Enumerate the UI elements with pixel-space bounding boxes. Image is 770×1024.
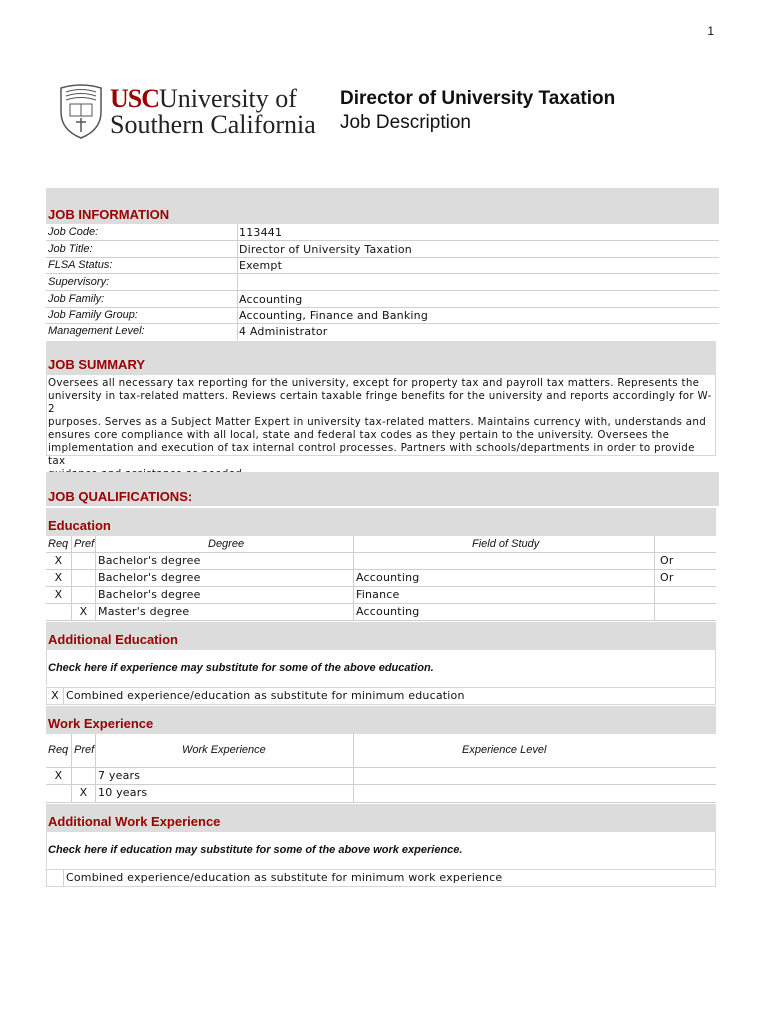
job-summary-heading: JOB SUMMARY: [48, 357, 146, 372]
page-title: Director of University Taxation: [340, 88, 616, 109]
degree-cell: Master's degree: [98, 605, 190, 618]
req-cell: X: [54, 769, 63, 782]
logo-university: University of: [159, 84, 297, 113]
summary-line: ensures core compliance with all local, state and federal tax codes as they pertain to the university. Oversees the: [48, 429, 670, 441]
divider: [63, 870, 64, 886]
page-subtitle: Job Description: [340, 112, 471, 133]
job-summary-band: [46, 341, 716, 375]
table-row: [46, 291, 719, 308]
row-label: Job Code:: [48, 226, 99, 238]
row-value: 113441: [239, 226, 283, 239]
row-label: Management Level:: [48, 325, 145, 337]
job-summary-text: [48, 377, 714, 481]
summary-line: implementation and execution of tax internal control processes. Partners with schools/departments in order to provide tax: [48, 442, 695, 467]
pref-cell: X: [79, 605, 88, 618]
additional-education-row: [46, 687, 716, 705]
education-table: [46, 536, 716, 621]
logo-line-1: [110, 86, 297, 112]
col-header-degree: Degree: [208, 538, 245, 550]
table-row: [46, 308, 719, 324]
row-value: 4 Administrator: [239, 325, 328, 338]
work-experience-heading: Work Experience: [48, 716, 154, 731]
table-row: [46, 258, 719, 274]
col-header-req: Req: [48, 744, 69, 756]
page-number: 1: [707, 24, 714, 38]
col-header-pref: Pref: [74, 744, 95, 756]
col-header-level: Experience Level: [462, 744, 547, 756]
table-row: [46, 224, 719, 241]
substitute-text: Combined experience/education as substitute for minimum education: [66, 689, 465, 702]
job-information-heading: JOB INFORMATION: [48, 207, 170, 222]
experience-cell: 7 years: [98, 769, 141, 782]
additional-work-experience-note: Check here if education may substitute for some of the above work experience.: [48, 844, 463, 856]
table-row: [46, 241, 719, 258]
row-value: Accounting, Finance and Banking: [239, 309, 429, 322]
degree-cell: Bachelor's degree: [98, 554, 201, 567]
table-row: [46, 604, 716, 620]
table-row: [46, 587, 716, 603]
field-cell: Finance: [356, 588, 400, 601]
row-label: Job Family Group:: [48, 309, 138, 321]
work-experience-table: [46, 734, 716, 803]
conjunction-cell: Or: [660, 554, 674, 567]
education-band: [46, 508, 716, 536]
table-row: [46, 324, 719, 340]
row-label: Job Title:: [48, 243, 93, 255]
row-label: Job Family:: [48, 293, 105, 305]
divider: [63, 688, 64, 704]
pref-cell: X: [79, 786, 88, 799]
table-row: [46, 274, 719, 291]
row-value: Exempt: [239, 259, 283, 272]
logo-line-2: Southern California: [110, 110, 316, 139]
substitute-checkbox[interactable]: X: [51, 689, 59, 702]
field-cell: Accounting: [356, 571, 420, 584]
col-header-req: Req: [48, 538, 69, 550]
row-label: FLSA Status:: [48, 259, 113, 271]
additional-education-note: Check here if experience may substitute for some of the above education.: [48, 662, 434, 674]
req-cell: X: [54, 554, 63, 567]
table-row: [46, 570, 716, 586]
degree-cell: Bachelor's degree: [98, 588, 201, 601]
row-value: Accounting: [239, 293, 303, 306]
substitute-text: Combined experience/education as substitute for minimum work experience: [66, 871, 503, 884]
table-row: [46, 768, 716, 784]
col-header-field: Field of Study: [472, 538, 540, 550]
degree-cell: Bachelor's degree: [98, 571, 201, 584]
summary-line: purposes. Serves as a Subject Matter Expert in university tax-related matters. Maintains currency with, understands and: [48, 416, 707, 428]
req-cell: X: [54, 588, 63, 601]
table-row: [46, 785, 716, 801]
additional-work-experience-row: [46, 869, 716, 887]
conjunction-cell: Or: [660, 571, 674, 584]
logo-usc: USC: [110, 84, 160, 113]
summary-line: Oversees all necessary tax reporting for the university, except for property tax and payroll tax matters. Represents the: [48, 377, 700, 389]
table-row: [46, 553, 716, 569]
summary-line: university in tax-related matters. Reviews certain taxable fringe benefits for the university and reports accordingly for W-2: [48, 390, 712, 415]
col-header-experience: Work Experience: [182, 744, 266, 756]
field-cell: Accounting: [356, 605, 420, 618]
row-value: Director of University Taxation: [239, 243, 412, 256]
row-label: Supervisory:: [48, 276, 110, 288]
col-header-pref: Pref: [74, 538, 95, 550]
education-heading: Education: [48, 518, 111, 533]
experience-cell: 10 years: [98, 786, 148, 799]
additional-education-heading: Additional Education: [48, 632, 178, 647]
job-qualifications-heading: JOB QUALIFICATIONS:: [48, 489, 193, 504]
additional-work-experience-heading: Additional Work Experience: [48, 814, 221, 829]
usc-seal-icon: [58, 84, 104, 140]
req-cell: X: [54, 571, 63, 584]
